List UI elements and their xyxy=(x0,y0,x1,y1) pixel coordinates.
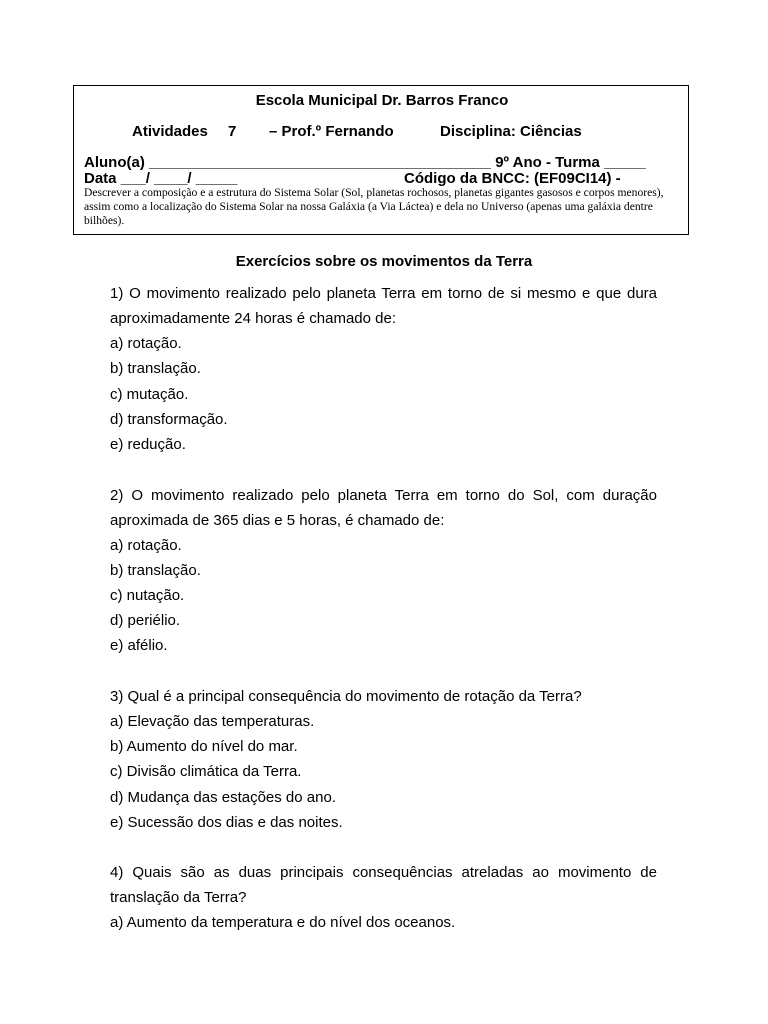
school-name: Escola Municipal Dr. Barros Franco xyxy=(255,92,509,109)
question-4-option-a: a) Aumento da temperatura e do nível dos oceanos. xyxy=(110,914,456,931)
question-2-option-c: c) nutação. xyxy=(110,587,185,604)
atividades-label: Atividades xyxy=(132,123,208,140)
student-line[interactable]: Aluno(a) _________________________________________ 9º Ano - Turma _____ xyxy=(84,154,646,171)
atividades-number: 7 xyxy=(228,123,237,140)
question-3-option-a: a) Elevação das temperaturas. xyxy=(110,713,315,730)
question-1-option-b: b) translação. xyxy=(110,360,201,377)
subject: Disciplina: Ciências xyxy=(440,123,582,140)
question-2-line-1: 2) O movimento realizado pelo planeta Terra em torno do Sol, com duração xyxy=(110,487,657,504)
question-1-option-c: c) mutação. xyxy=(110,386,189,403)
question-1-line-2: aproximadamente 24 horas é chamado de: xyxy=(110,310,397,327)
question-1-option-d: d) transformação. xyxy=(110,411,228,428)
question-1-option-a: a) rotação. xyxy=(110,335,182,352)
question-1-line-1: 1) O movimento realizado pelo planeta Terra em torno de si mesmo e que dura xyxy=(110,285,657,302)
question-2-option-e: e) afélio. xyxy=(110,637,168,654)
bncc-code: Código da BNCC: (EF09CI14) - xyxy=(404,170,621,187)
date-line[interactable]: Data ___/ ____/ _____ xyxy=(84,170,238,187)
question-3-option-e: e) Sucessão dos dias e das noites. xyxy=(110,814,343,831)
question-3-option-b: b) Aumento do nível do mar. xyxy=(110,738,298,755)
question-4-line-1: 4) Quais são as duas principais consequências atreladas ao movimento de xyxy=(110,864,657,881)
question-2-option-d: d) periélio. xyxy=(110,612,181,629)
question-1-option-e: e) redução. xyxy=(110,436,186,453)
header-box xyxy=(73,85,689,235)
page-title: Exercícios sobre os movimentos da Terra xyxy=(235,253,533,270)
question-3-line-1: 3) Qual é a principal consequência do movimento de rotação da Terra? xyxy=(110,688,582,705)
question-2-option-b: b) translação. xyxy=(110,562,201,579)
question-2-option-a: a) rotação. xyxy=(110,537,182,554)
question-3-option-c: c) Divisão climática da Terra. xyxy=(110,763,302,780)
description-text: Descrever a composição e a estrutura do Sistema Solar (Sol, planetas rochosos, planetas gigantes gasosos e corpos menores), assim como a localização do Sistema Solar na nossa Galáxia (a Via Láctea) e dela no Universo (apenas uma galáxia dentre bilhões). xyxy=(84,186,664,227)
question-4-line-2: translação da Terra? xyxy=(110,889,247,906)
teacher-name: – Prof.º Fernando xyxy=(269,123,394,140)
question-2-line-2: aproximada de 365 dias e 5 horas, é chamado de: xyxy=(110,512,445,529)
question-3-option-d: d) Mudança das estações do ano. xyxy=(110,789,336,806)
